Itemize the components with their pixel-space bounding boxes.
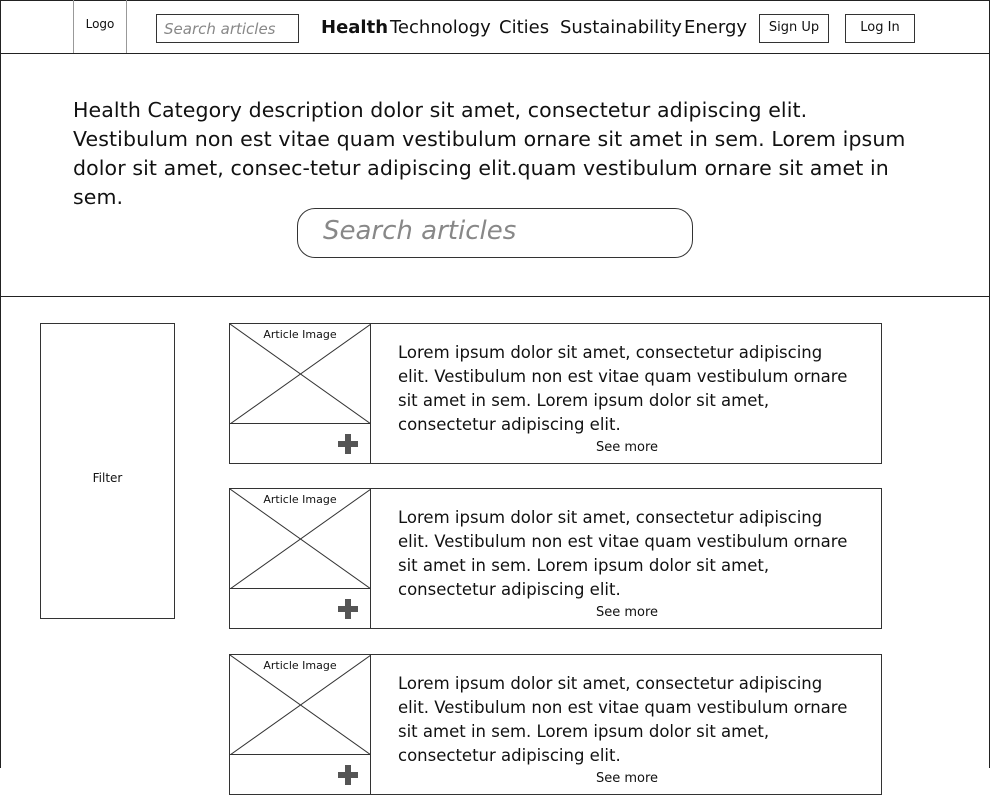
nav-sustainability[interactable]: Sustainability: [560, 17, 682, 38]
filter-panel[interactable]: Filter: [40, 323, 175, 619]
article-image-placeholder: [230, 324, 371, 424]
article-image-label: Article Image: [263, 659, 337, 672]
category-description: Health Category description dolor sit amet, consectetur adipiscing elit. Vestibulum non est vitae quam vestibulum ornare sit amet in sem. Lorem ipsum dolor sit amet, consec-tetur adipiscing elit.quam vestibulum ornare sit amet in sem.: [73, 98, 906, 209]
article-card: [229, 488, 882, 629]
nav-health[interactable]: Health: [321, 17, 389, 38]
header-search-input[interactable]: Search articles: [156, 14, 299, 43]
logo[interactable]: Logo: [73, 0, 127, 53]
nav-cities[interactable]: Cities: [499, 17, 550, 38]
log-in-button[interactable]: Log In: [845, 14, 915, 43]
article-image-label: Article Image: [263, 328, 337, 341]
article-card: [229, 654, 882, 795]
article-text: Lorem ipsum dolor sit amet, consectetur adipiscing elit. Vestibulum non est vitae quam vestibulum ornare sit amet in sem. Lorem ipsum dolor sit amet, consectetur adipiscing elit.: [398, 343, 848, 434]
article-image-label: Article Image: [263, 493, 337, 506]
see-more-link[interactable]: See more: [595, 440, 659, 455]
see-more-link[interactable]: See more: [595, 771, 659, 786]
article-card: [229, 323, 882, 464]
sign-up-button[interactable]: Sign Up: [759, 14, 829, 43]
article-image-placeholder: [230, 489, 371, 589]
article-text: Lorem ipsum dolor sit amet, consectetur adipiscing elit. Vestibulum non est vitae quam vestibulum ornare sit amet in sem. Lorem ipsum dolor sit amet, consectetur adipiscing elit.: [398, 674, 848, 765]
plus-icon[interactable]: [338, 434, 358, 454]
plus-icon[interactable]: [338, 599, 358, 619]
nav-energy[interactable]: Energy: [684, 17, 748, 38]
article-text: Lorem ipsum dolor sit amet, consectetur adipiscing elit. Vestibulum non est vitae quam vestibulum ornare sit amet in sem. Lorem ipsum dolor sit amet, consectetur adipiscing elit.: [398, 508, 848, 599]
article-image-placeholder: [230, 655, 371, 755]
see-more-link[interactable]: See more: [595, 605, 659, 620]
plus-icon[interactable]: [338, 765, 358, 785]
article-search-input[interactable]: Search articles: [297, 208, 693, 258]
nav-technology[interactable]: Technology: [390, 17, 491, 38]
section-divider: [0, 296, 990, 297]
top-navbar: [0, 0, 990, 54]
